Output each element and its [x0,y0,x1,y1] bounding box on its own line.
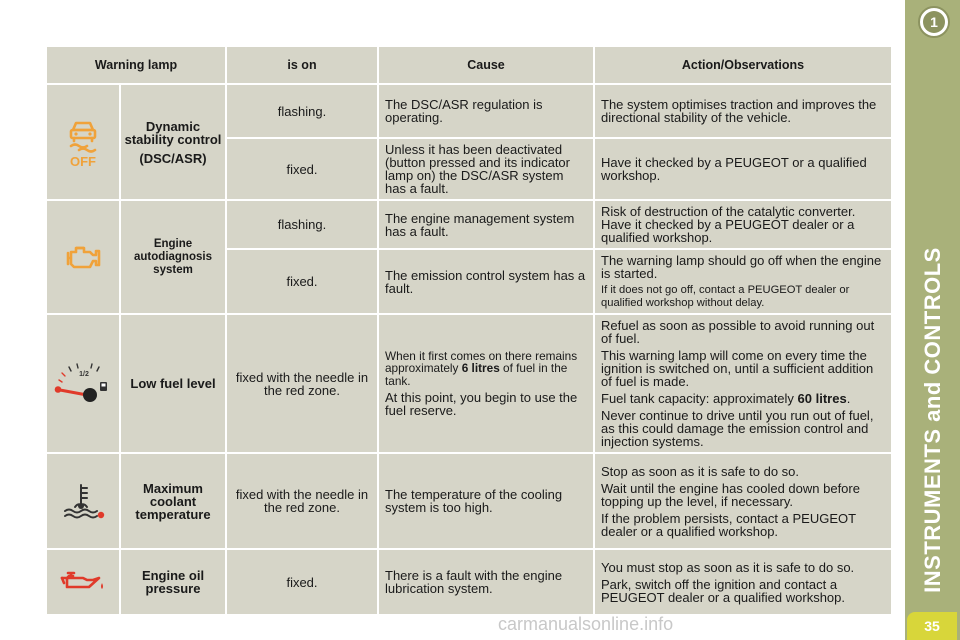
engine-flashing-action: Risk of destruction of the catalytic converter. Have it checked by a PEUGEOT dealer or a qualified workshop. [595,201,891,248]
coolant-temperature-icon [61,481,105,521]
dsc-fixed-ison: fixed. [227,139,377,199]
engine-fixed-action [595,250,891,313]
table-header-row [47,47,891,83]
oil-name: Engine oil pressure [141,568,205,596]
dsc-fixed-cause: Unless it has been deactivated (button pressed and its indicator lamp on) the DSC/ASR system has a fault. [379,139,593,199]
dsc-fixed-action: Have it checked by a PEUGEOT or a qualified workshop. [595,139,891,199]
oil-name-cell [121,550,225,614]
fuel-ison: fixed with the needle in the red zone. [227,315,377,452]
header-action: Action/Observations [595,47,891,83]
coolant-name: Maximum coolant temperature [135,480,211,522]
chapter-title: INSTRUMENTS and CONTROLS [920,247,945,593]
fuel-action-1: Refuel as soon as possible to avoid running out of fuel. [601,318,875,346]
dsc-subname: (DSC/ASR) [139,150,207,166]
fuel-cause-1 [385,350,587,388]
coolant-action-3: If the problem persists, contact a PEUGEOT dealer or a qualified workshop. [601,510,856,539]
coolant-action-2: Wait until the engine has cooled down before topping up the level, if necessary. [601,480,860,509]
table-row [47,201,891,248]
warning-lamp-table [45,45,893,616]
oil-icon-cell [47,550,119,614]
engine-flashing-ison: flashing. [227,201,377,248]
dsc-flashing-action: The system optimises traction and improves the directional stability of the vehicle. [595,85,891,137]
fuel-tank-capacity: 60 litres [797,391,847,406]
coolant-icon-cell [47,454,119,548]
engine-fixed-cause: The emission control system has a fault. [379,250,593,313]
fuel-cause [379,315,593,452]
engine-fixed-action-1: The warning lamp should go off when the engine is started. [601,253,882,281]
table-row [47,454,891,548]
oil-action-2: Park, switch off the ignition and contact a PEUGEOT dealer or a qualified workshop. [601,576,845,605]
coolant-action-1: Stop as soon as it is safe to do so. [601,463,800,479]
header-is-on: is on [227,47,377,83]
oil-action-1: You must stop as soon as it is safe to do so. [601,559,855,575]
chapter-number: 1 [923,11,945,33]
fuel-cause-1-end: of fuel in the tank. [385,361,568,388]
fuel-action-4: Never continue to drive until you run out of fuel, as this could damage the emission control and injection systems. [601,408,874,449]
fuel-cause-1-text: When it first comes on there remains approximately [385,348,578,376]
engine-flashing-cause: The engine management system has a fault. [379,201,593,248]
dsc-flashing-ison: flashing. [227,85,377,137]
fuel-action-2: This warning lamp will come on every time the ignition is switched on, until a sufficient addition of fuel is made. [601,348,874,389]
fuel-icon-cell [47,315,119,452]
coolant-cause: The temperature of the cooling system is too high. [379,454,593,548]
fuel-action-3-end: . [846,391,851,406]
engine-name-cell [121,201,225,313]
coolant-ison: fixed with the needle in the red zone. [227,454,377,548]
dsc-name: Dynamic stability control [124,118,222,147]
fuel-cause-2: At this point, you begin to use the fuel reserve. [385,390,578,419]
fuel-action [595,315,891,452]
header-cause: Cause [379,47,593,83]
fuel-gauge-icon [54,362,112,406]
fuel-name: Low fuel level [130,376,216,391]
fuel-reserve-amount: 6 litres [461,361,500,376]
table-row [47,550,891,614]
engine-fixed-action-2: If it does not go off, contact a PEUGEOT dealer or qualified workshop without delay. [601,284,850,309]
fuel-gauge-label: 1/2 [79,370,89,378]
table-row [47,85,891,137]
dsc-icon-cell [47,85,119,199]
oil-can-icon [59,569,107,595]
dsc-off-icon [63,116,103,168]
fuel-action-3 [601,392,885,405]
engine-icon [62,242,104,272]
dsc-flashing-cause: The DSC/ASR regulation is operating. [379,85,593,137]
engine-icon-cell [47,201,119,313]
svg-text:OFF: OFF [70,154,96,168]
chapter-badge [918,6,950,38]
oil-action [595,550,891,614]
engine-name: Engine autodiagnosis system [134,237,212,276]
fuel-action-3-text: Fuel tank capacity: approximately [601,391,798,406]
oil-cause: There is a fault with the engine lubrication system. [379,550,593,614]
page-number: 35 [907,612,957,640]
fuel-name-cell [121,315,225,452]
oil-ison: fixed. [227,550,377,614]
header-warning-lamp: Warning lamp [47,47,225,83]
coolant-action [595,454,891,548]
dsc-name-cell [121,85,225,199]
watermark: carmanualsonline.info [498,614,674,634]
table-row [47,315,891,452]
engine-fixed-ison: fixed. [227,250,377,313]
coolant-name-cell [121,454,225,548]
